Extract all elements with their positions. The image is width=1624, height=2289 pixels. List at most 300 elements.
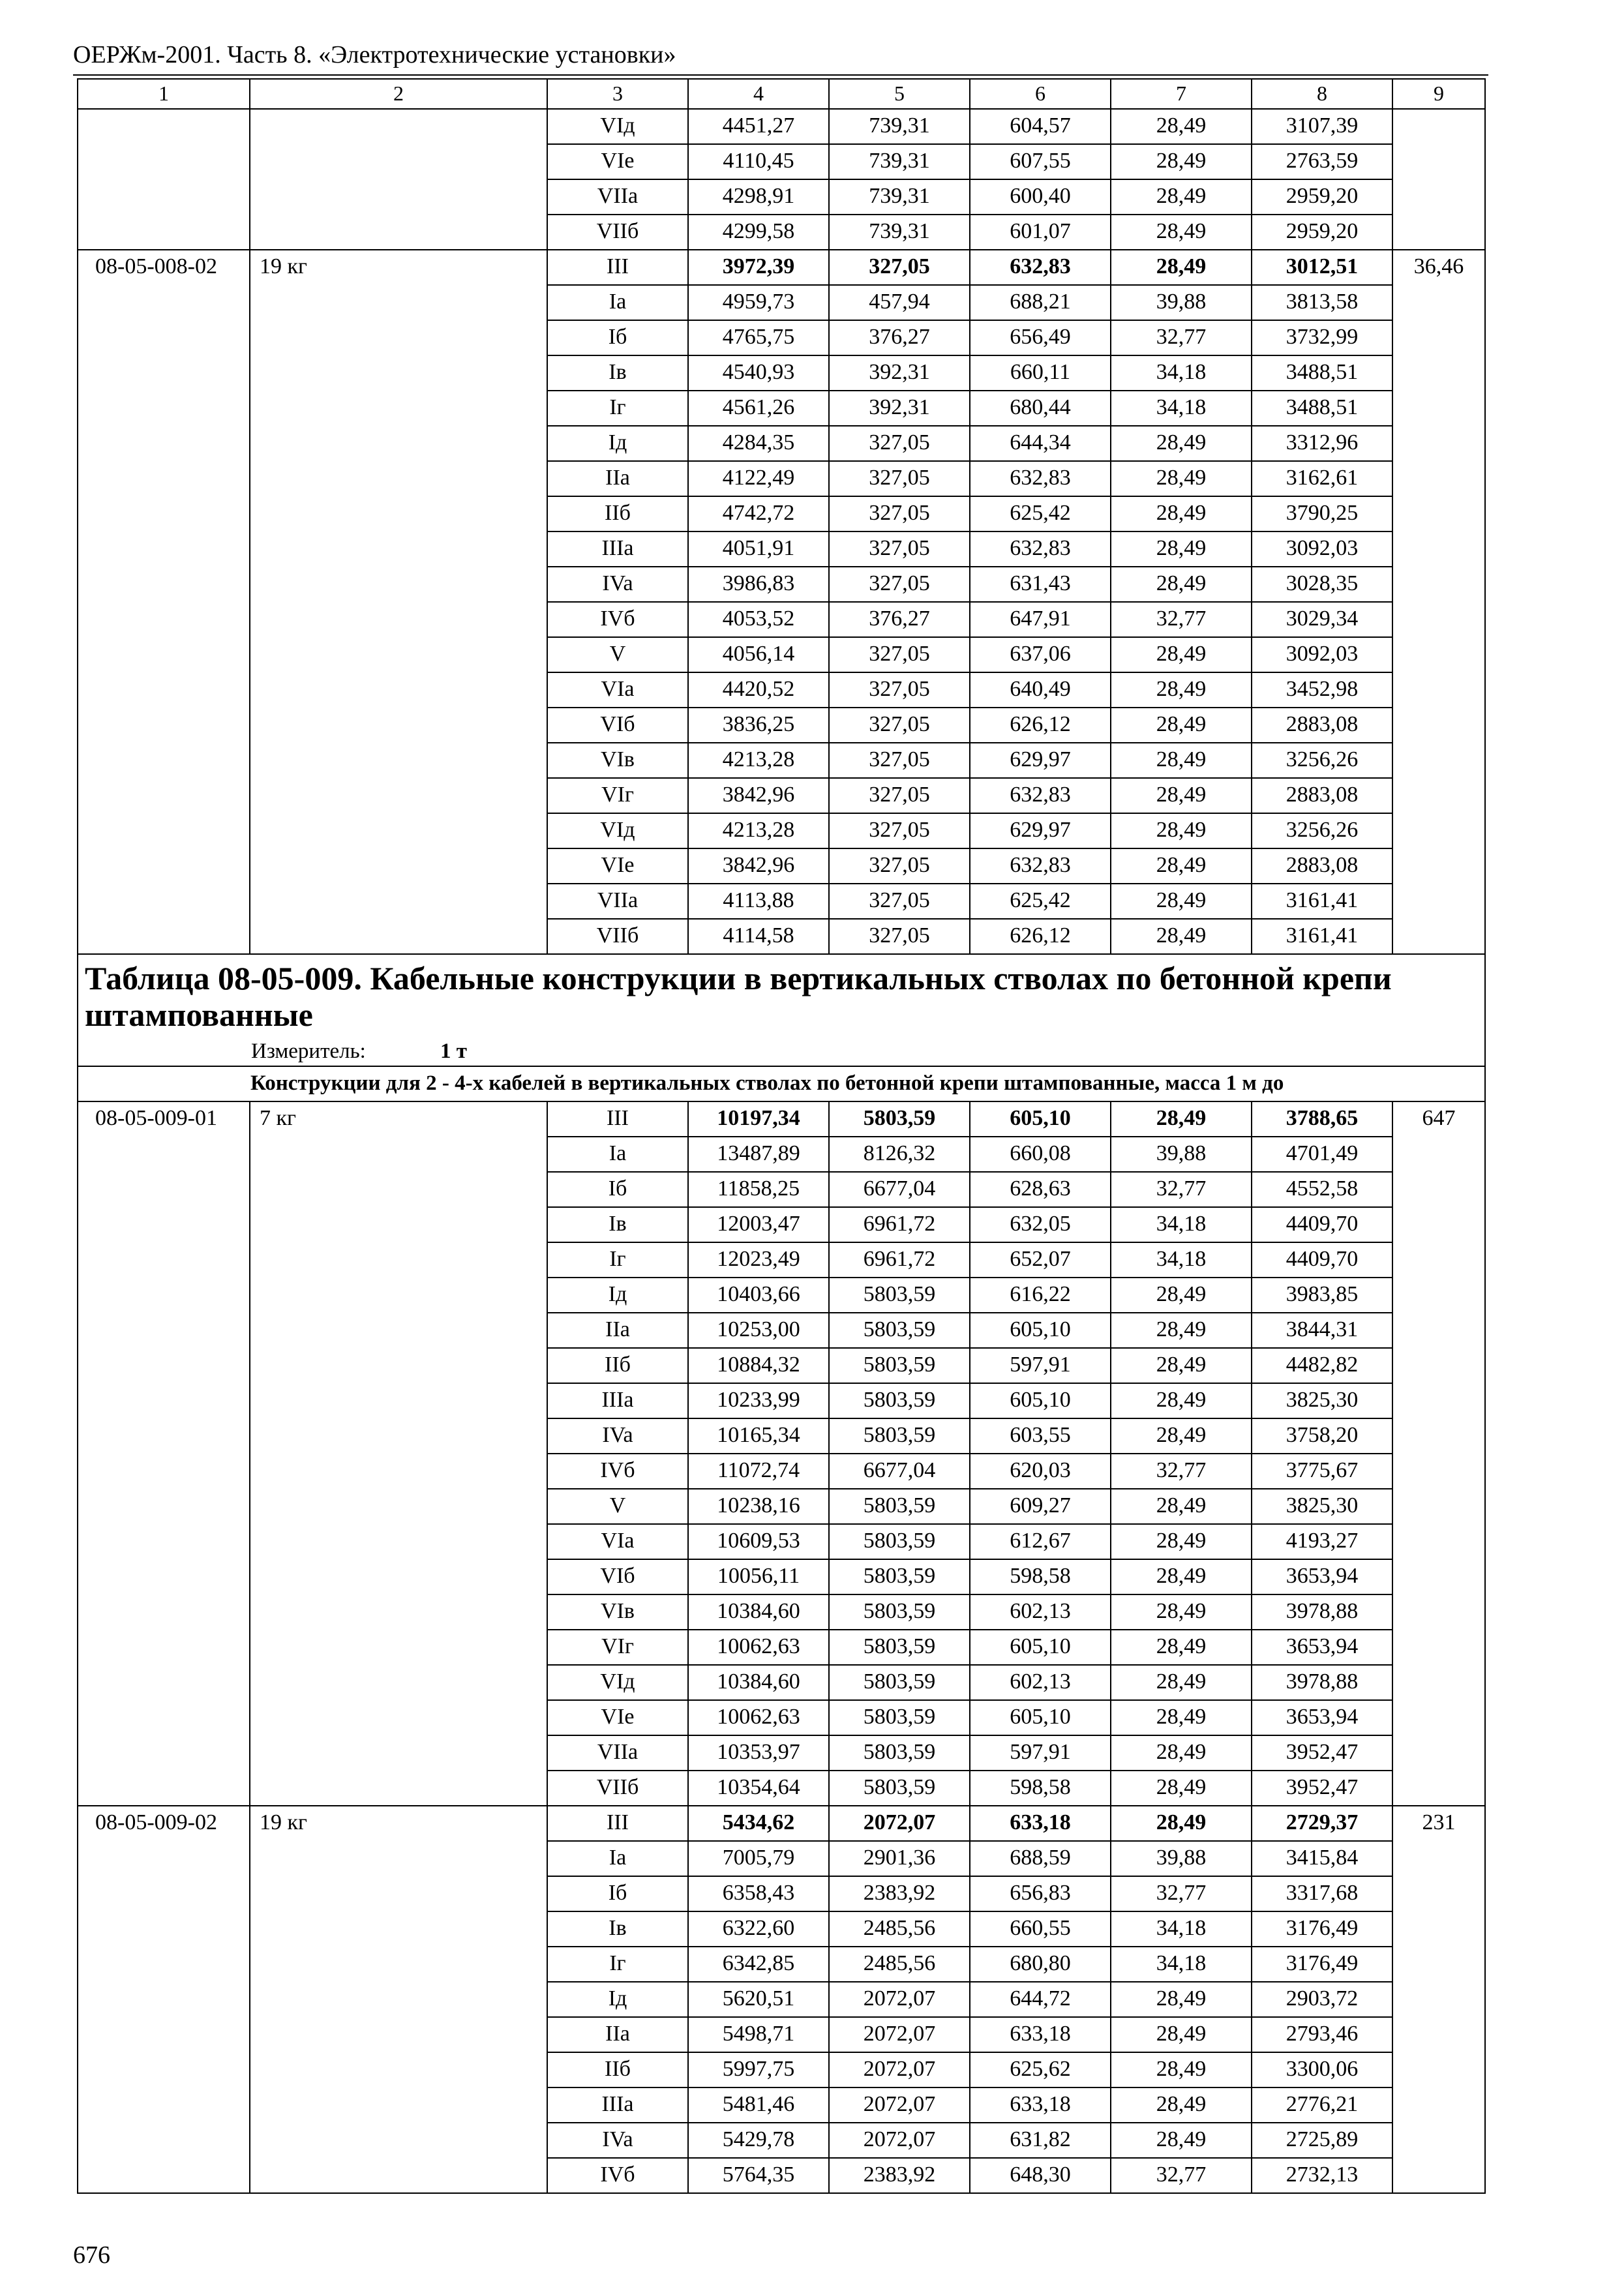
column-number: 3 xyxy=(547,79,688,109)
value-cell: 3012,51 xyxy=(1252,250,1392,285)
value-cell: 2072,07 xyxy=(829,2087,970,2123)
value-cell: 2901,36 xyxy=(829,1841,970,1876)
value-cell: 3844,31 xyxy=(1252,1313,1392,1348)
zone-cell: V xyxy=(547,637,688,672)
value-cell: 632,83 xyxy=(970,531,1111,567)
zone-cell: III xyxy=(547,1806,688,1841)
value-cell: 392,31 xyxy=(829,391,970,426)
value-cell: 28,49 xyxy=(1111,1524,1252,1559)
value-cell: 4051,91 xyxy=(688,531,829,567)
index-cell: 231 xyxy=(1392,1806,1485,2193)
column-number: 1 xyxy=(78,79,250,109)
zone-cell: VIe xyxy=(547,1700,688,1735)
zone-cell: VIб xyxy=(547,708,688,743)
zone-cell: IIб xyxy=(547,496,688,531)
value-cell: 633,18 xyxy=(970,1806,1111,1841)
value-cell: 688,21 xyxy=(970,285,1111,320)
value-cell: 3176,49 xyxy=(1252,1911,1392,1947)
value-cell: 5803,59 xyxy=(829,1383,970,1418)
column-number: 4 xyxy=(688,79,829,109)
zone-cell: Iг xyxy=(547,1242,688,1278)
value-cell: 11858,25 xyxy=(688,1172,829,1207)
value-cell: 3452,98 xyxy=(1252,672,1392,708)
value-cell: 32,77 xyxy=(1111,1172,1252,1207)
zone-cell: Iб xyxy=(547,1172,688,1207)
value-cell: 5803,59 xyxy=(829,1771,970,1806)
value-cell: 10384,60 xyxy=(688,1594,829,1630)
value-cell: 602,13 xyxy=(970,1594,1111,1630)
value-cell: 605,10 xyxy=(970,1313,1111,1348)
value-cell: 4193,27 xyxy=(1252,1524,1392,1559)
zone-cell: VIIб xyxy=(547,1771,688,1806)
value-cell: 605,10 xyxy=(970,1630,1111,1665)
value-cell: 28,49 xyxy=(1111,919,1252,954)
value-cell: 10353,97 xyxy=(688,1735,829,1771)
column-number: 6 xyxy=(970,79,1111,109)
value-cell: 4299,58 xyxy=(688,215,829,250)
value-cell: 5803,59 xyxy=(829,1489,970,1524)
value-cell: 10165,34 xyxy=(688,1418,829,1454)
value-cell: 3029,34 xyxy=(1252,602,1392,637)
value-cell: 10354,64 xyxy=(688,1771,829,1806)
value-cell: 10384,60 xyxy=(688,1665,829,1700)
value-cell: 2072,07 xyxy=(829,1982,970,2017)
zone-cell: IIIa xyxy=(547,2087,688,2123)
value-cell: 3488,51 xyxy=(1252,355,1392,391)
value-cell: 28,49 xyxy=(1111,109,1252,144)
zone-cell: Ia xyxy=(547,1841,688,1876)
value-cell: 28,49 xyxy=(1111,813,1252,848)
value-cell: 597,91 xyxy=(970,1348,1111,1383)
value-cell: 327,05 xyxy=(829,461,970,496)
zone-cell: VIe xyxy=(547,144,688,179)
zone-cell: IVa xyxy=(547,1418,688,1454)
value-cell: 660,08 xyxy=(970,1137,1111,1172)
value-cell: 631,43 xyxy=(970,567,1111,602)
value-cell: 648,30 xyxy=(970,2158,1111,2193)
value-cell: 2383,92 xyxy=(829,2158,970,2193)
value-cell: 8126,32 xyxy=(829,1137,970,1172)
value-cell: 633,18 xyxy=(970,2087,1111,2123)
value-cell: 327,05 xyxy=(829,496,970,531)
value-cell: 680,44 xyxy=(970,391,1111,426)
value-cell: 28,49 xyxy=(1111,144,1252,179)
value-cell: 28,49 xyxy=(1111,1735,1252,1771)
value-cell: 2725,89 xyxy=(1252,2123,1392,2158)
value-cell: 632,83 xyxy=(970,778,1111,813)
value-cell: 4114,58 xyxy=(688,919,829,954)
column-number: 5 xyxy=(829,79,970,109)
value-cell: 34,18 xyxy=(1111,1207,1252,1242)
value-cell: 10197,34 xyxy=(688,1101,829,1137)
zone-cell: IIб xyxy=(547,2052,688,2087)
value-cell: 28,49 xyxy=(1111,1313,1252,1348)
value-cell: 7005,79 xyxy=(688,1841,829,1876)
value-cell: 10062,63 xyxy=(688,1630,829,1665)
value-cell: 28,49 xyxy=(1111,567,1252,602)
rate-name-cell: 19 кг xyxy=(250,1806,547,2193)
value-cell: 625,62 xyxy=(970,2052,1111,2087)
value-cell: 603,55 xyxy=(970,1418,1111,1454)
value-cell: 2732,13 xyxy=(1252,2158,1392,2193)
value-cell: 28,49 xyxy=(1111,531,1252,567)
zone-cell: IVб xyxy=(547,602,688,637)
value-cell: 656,49 xyxy=(970,320,1111,355)
value-cell: 28,49 xyxy=(1111,2052,1252,2087)
value-cell: 5498,71 xyxy=(688,2017,829,2052)
value-cell: 327,05 xyxy=(829,778,970,813)
value-cell: 4056,14 xyxy=(688,637,829,672)
value-cell: 5803,59 xyxy=(829,1101,970,1137)
zone-cell: VIIa xyxy=(547,884,688,919)
rate-name-cell xyxy=(250,109,547,250)
value-cell: 5803,59 xyxy=(829,1594,970,1630)
value-cell: 631,82 xyxy=(970,2123,1111,2158)
value-cell: 3028,35 xyxy=(1252,567,1392,602)
column-number: 8 xyxy=(1252,79,1392,109)
zone-cell: VIIб xyxy=(547,215,688,250)
value-cell: 28,49 xyxy=(1111,778,1252,813)
value-cell: 5997,75 xyxy=(688,2052,829,2087)
zone-cell: Iб xyxy=(547,320,688,355)
value-cell: 632,83 xyxy=(970,848,1111,884)
value-cell: 680,80 xyxy=(970,1947,1111,1982)
value-cell: 2883,08 xyxy=(1252,848,1392,884)
zone-cell: Iв xyxy=(547,355,688,391)
value-cell: 688,59 xyxy=(970,1841,1111,1876)
value-cell: 3732,99 xyxy=(1252,320,1392,355)
value-cell: 3107,39 xyxy=(1252,109,1392,144)
value-cell: 28,49 xyxy=(1111,637,1252,672)
value-cell: 4409,70 xyxy=(1252,1207,1392,1242)
value-cell: 3092,03 xyxy=(1252,531,1392,567)
value-cell: 3836,25 xyxy=(688,708,829,743)
value-cell: 640,49 xyxy=(970,672,1111,708)
value-cell: 10884,32 xyxy=(688,1348,829,1383)
value-cell: 605,10 xyxy=(970,1101,1111,1137)
value-cell: 4482,82 xyxy=(1252,1348,1392,1383)
value-cell: 28,49 xyxy=(1111,426,1252,461)
value-cell: 28,49 xyxy=(1111,708,1252,743)
value-cell: 629,97 xyxy=(970,813,1111,848)
zone-cell: Ia xyxy=(547,1137,688,1172)
zone-cell: Iд xyxy=(547,426,688,461)
value-cell: 626,12 xyxy=(970,708,1111,743)
rate-name-cell: 19 кг xyxy=(250,250,547,954)
value-cell: 5803,59 xyxy=(829,1418,970,1454)
column-number: 2 xyxy=(250,79,547,109)
value-cell: 628,63 xyxy=(970,1172,1111,1207)
zone-cell: VIe xyxy=(547,848,688,884)
value-cell: 327,05 xyxy=(829,672,970,708)
value-cell: 28,49 xyxy=(1111,1594,1252,1630)
value-cell: 34,18 xyxy=(1111,391,1252,426)
table-row xyxy=(78,1101,1485,1137)
table-row xyxy=(78,109,1485,144)
value-cell: 4409,70 xyxy=(1252,1242,1392,1278)
value-cell: 5803,59 xyxy=(829,1700,970,1735)
value-cell: 5620,51 xyxy=(688,1982,829,2017)
value-cell: 28,49 xyxy=(1111,1665,1252,1700)
table-row xyxy=(78,1806,1485,1841)
value-cell: 39,88 xyxy=(1111,1137,1252,1172)
value-cell: 3653,94 xyxy=(1252,1700,1392,1735)
value-cell: 13487,89 xyxy=(688,1137,829,1172)
zone-cell: Iв xyxy=(547,1207,688,1242)
value-cell: 2072,07 xyxy=(829,2052,970,2087)
value-cell: 3312,96 xyxy=(1252,426,1392,461)
value-cell: 4701,49 xyxy=(1252,1137,1392,1172)
value-cell: 632,05 xyxy=(970,1207,1111,1242)
value-cell: 625,42 xyxy=(970,884,1111,919)
rate-code-cell: 08-05-008-02 xyxy=(78,250,250,954)
value-cell: 28,49 xyxy=(1111,743,1252,778)
value-cell: 598,58 xyxy=(970,1559,1111,1594)
value-cell: 34,18 xyxy=(1111,1947,1252,1982)
value-cell: 28,49 xyxy=(1111,1806,1252,1841)
value-cell: 4742,72 xyxy=(688,496,829,531)
value-cell: 607,55 xyxy=(970,144,1111,179)
value-cell: 3256,26 xyxy=(1252,743,1392,778)
value-cell: 32,77 xyxy=(1111,1876,1252,1911)
value-cell: 2959,20 xyxy=(1252,215,1392,250)
value-cell: 739,31 xyxy=(829,109,970,144)
zone-cell: IIб xyxy=(547,1348,688,1383)
value-cell: 327,05 xyxy=(829,426,970,461)
value-cell: 2959,20 xyxy=(1252,179,1392,215)
value-cell: 2763,59 xyxy=(1252,144,1392,179)
zone-cell: Iд xyxy=(547,1982,688,2017)
value-cell: 660,11 xyxy=(970,355,1111,391)
zone-cell: III xyxy=(547,250,688,285)
zone-cell: VIIa xyxy=(547,179,688,215)
zone-cell: Iг xyxy=(547,391,688,426)
value-cell: 5803,59 xyxy=(829,1735,970,1771)
value-cell: 28,49 xyxy=(1111,848,1252,884)
zone-cell: VIг xyxy=(547,778,688,813)
value-cell: 12023,49 xyxy=(688,1242,829,1278)
zone-cell: IVa xyxy=(547,567,688,602)
value-cell: 28,49 xyxy=(1111,1101,1252,1137)
table-title-row xyxy=(78,954,1485,1066)
value-cell: 4959,73 xyxy=(688,285,829,320)
value-cell: 28,49 xyxy=(1111,461,1252,496)
value-cell: 637,06 xyxy=(970,637,1111,672)
value-cell: 4110,45 xyxy=(688,144,829,179)
value-cell: 3825,30 xyxy=(1252,1489,1392,1524)
zone-cell: VIIб xyxy=(547,919,688,954)
value-cell: 5803,59 xyxy=(829,1630,970,1665)
value-cell: 392,31 xyxy=(829,355,970,391)
value-cell: 10056,11 xyxy=(688,1559,829,1594)
rates-table-body xyxy=(78,79,1485,2193)
zone-cell: Ia xyxy=(547,285,688,320)
value-cell: 6961,72 xyxy=(829,1242,970,1278)
value-cell: 2485,56 xyxy=(829,1911,970,1947)
zone-cell: VIв xyxy=(547,743,688,778)
value-cell: 739,31 xyxy=(829,215,970,250)
value-cell: 10403,66 xyxy=(688,1278,829,1313)
value-cell: 2072,07 xyxy=(829,2123,970,2158)
value-cell: 5803,59 xyxy=(829,1313,970,1348)
value-cell: 3415,84 xyxy=(1252,1841,1392,1876)
column-number: 7 xyxy=(1111,79,1252,109)
column-number: 9 xyxy=(1392,79,1485,109)
value-cell: 3978,88 xyxy=(1252,1594,1392,1630)
value-cell: 644,72 xyxy=(970,1982,1111,2017)
value-cell: 739,31 xyxy=(829,179,970,215)
zone-cell: IIIa xyxy=(547,1383,688,1418)
value-cell: 28,49 xyxy=(1111,1559,1252,1594)
value-cell: 457,94 xyxy=(829,285,970,320)
unit-label: Измеритель: xyxy=(251,1040,366,1063)
value-cell: 2776,21 xyxy=(1252,2087,1392,2123)
value-cell: 28,49 xyxy=(1111,1700,1252,1735)
value-cell: 3825,30 xyxy=(1252,1383,1392,1418)
value-cell: 4053,52 xyxy=(688,602,829,637)
value-cell: 3161,41 xyxy=(1252,884,1392,919)
value-cell: 4765,75 xyxy=(688,320,829,355)
value-cell: 5803,59 xyxy=(829,1524,970,1559)
value-cell: 11072,74 xyxy=(688,1454,829,1489)
value-cell: 609,27 xyxy=(970,1489,1111,1524)
value-cell: 28,49 xyxy=(1111,1383,1252,1418)
value-cell: 327,05 xyxy=(829,637,970,672)
value-cell: 28,49 xyxy=(1111,1418,1252,1454)
rates-table xyxy=(77,78,1486,2194)
value-cell: 626,12 xyxy=(970,919,1111,954)
value-cell: 3176,49 xyxy=(1252,1947,1392,1982)
value-cell: 39,88 xyxy=(1111,285,1252,320)
value-cell: 605,10 xyxy=(970,1700,1111,1735)
zone-cell: Iг xyxy=(547,1947,688,1982)
page-header: ОЕРЖм-2001. Часть 8. «Электротехнические установки» xyxy=(73,41,676,68)
zone-cell: Iв xyxy=(547,1911,688,1947)
value-cell: 28,49 xyxy=(1111,179,1252,215)
value-cell: 28,49 xyxy=(1111,215,1252,250)
value-cell: 2072,07 xyxy=(829,2017,970,2052)
value-cell: 34,18 xyxy=(1111,1911,1252,1947)
value-cell: 4122,49 xyxy=(688,461,829,496)
unit-line xyxy=(85,1037,1478,1066)
value-cell: 632,83 xyxy=(970,250,1111,285)
value-cell: 597,91 xyxy=(970,1735,1111,1771)
zone-cell: Iб xyxy=(547,1876,688,1911)
value-cell: 376,27 xyxy=(829,602,970,637)
value-cell: 2793,46 xyxy=(1252,2017,1392,2052)
zone-cell: VIд xyxy=(547,109,688,144)
value-cell: 601,07 xyxy=(970,215,1111,250)
index-cell: 647 xyxy=(1392,1101,1485,1806)
value-cell: 28,49 xyxy=(1111,1489,1252,1524)
value-cell: 633,18 xyxy=(970,2017,1111,2052)
zone-cell: IIa xyxy=(547,461,688,496)
value-cell: 6322,60 xyxy=(688,1911,829,1947)
value-cell: 3488,51 xyxy=(1252,391,1392,426)
zone-cell: IIa xyxy=(547,2017,688,2052)
value-cell: 10253,00 xyxy=(688,1313,829,1348)
value-cell: 376,27 xyxy=(829,320,970,355)
value-cell: 327,05 xyxy=(829,531,970,567)
value-cell: 4213,28 xyxy=(688,813,829,848)
value-cell: 2485,56 xyxy=(829,1947,970,1982)
value-cell: 2729,37 xyxy=(1252,1806,1392,1841)
value-cell: 4298,91 xyxy=(688,179,829,215)
zone-cell: IIIa xyxy=(547,531,688,567)
zone-cell: VIв xyxy=(547,1594,688,1630)
value-cell: 2903,72 xyxy=(1252,1982,1392,2017)
value-cell: 3983,85 xyxy=(1252,1278,1392,1313)
zone-cell: Iд xyxy=(547,1278,688,1313)
value-cell: 28,49 xyxy=(1111,496,1252,531)
value-cell: 327,05 xyxy=(829,250,970,285)
value-cell: 3842,96 xyxy=(688,848,829,884)
value-cell: 28,49 xyxy=(1111,2123,1252,2158)
value-cell: 3986,83 xyxy=(688,567,829,602)
value-cell: 612,67 xyxy=(970,1524,1111,1559)
index-cell xyxy=(1392,109,1485,250)
value-cell: 32,77 xyxy=(1111,320,1252,355)
value-cell: 28,49 xyxy=(1111,1348,1252,1383)
value-cell: 3978,88 xyxy=(1252,1665,1392,1700)
value-cell: 602,13 xyxy=(970,1665,1111,1700)
zone-cell: VIa xyxy=(547,1524,688,1559)
section-subheading-row xyxy=(78,1066,1485,1101)
value-cell: 28,49 xyxy=(1111,1630,1252,1665)
zone-cell: IVб xyxy=(547,2158,688,2193)
value-cell: 616,22 xyxy=(970,1278,1111,1313)
value-cell: 327,05 xyxy=(829,567,970,602)
value-cell: 6677,04 xyxy=(829,1172,970,1207)
zone-cell: VIг xyxy=(547,1630,688,1665)
value-cell: 3813,58 xyxy=(1252,285,1392,320)
value-cell: 28,49 xyxy=(1111,2017,1252,2052)
value-cell: 632,83 xyxy=(970,461,1111,496)
value-cell: 28,49 xyxy=(1111,1982,1252,2017)
value-cell: 3775,67 xyxy=(1252,1454,1392,1489)
value-cell: 3788,65 xyxy=(1252,1101,1392,1137)
zone-cell: IIa xyxy=(547,1313,688,1348)
value-cell: 3972,39 xyxy=(688,250,829,285)
value-cell: 5481,46 xyxy=(688,2087,829,2123)
zone-cell: III xyxy=(547,1101,688,1137)
unit-value: 1 т xyxy=(440,1040,467,1063)
zone-cell: VIa xyxy=(547,672,688,708)
value-cell: 644,34 xyxy=(970,426,1111,461)
value-cell: 327,05 xyxy=(829,919,970,954)
value-cell: 625,42 xyxy=(970,496,1111,531)
value-cell: 327,05 xyxy=(829,848,970,884)
value-cell: 3162,61 xyxy=(1252,461,1392,496)
value-cell: 3092,03 xyxy=(1252,637,1392,672)
value-cell: 4420,52 xyxy=(688,672,829,708)
column-number-row xyxy=(78,79,1485,109)
header-rule xyxy=(73,74,1488,76)
value-cell: 647,91 xyxy=(970,602,1111,637)
value-cell: 12003,47 xyxy=(688,1207,829,1242)
zone-cell: VIд xyxy=(547,1665,688,1700)
value-cell: 32,77 xyxy=(1111,602,1252,637)
value-cell: 3842,96 xyxy=(688,778,829,813)
value-cell: 32,77 xyxy=(1111,1454,1252,1489)
value-cell: 3256,26 xyxy=(1252,813,1392,848)
value-cell: 32,77 xyxy=(1111,2158,1252,2193)
table-title-cell xyxy=(78,954,1485,1066)
value-cell: 3758,20 xyxy=(1252,1418,1392,1454)
value-cell: 5803,59 xyxy=(829,1348,970,1383)
value-cell: 5803,59 xyxy=(829,1559,970,1594)
value-cell: 28,49 xyxy=(1111,1771,1252,1806)
